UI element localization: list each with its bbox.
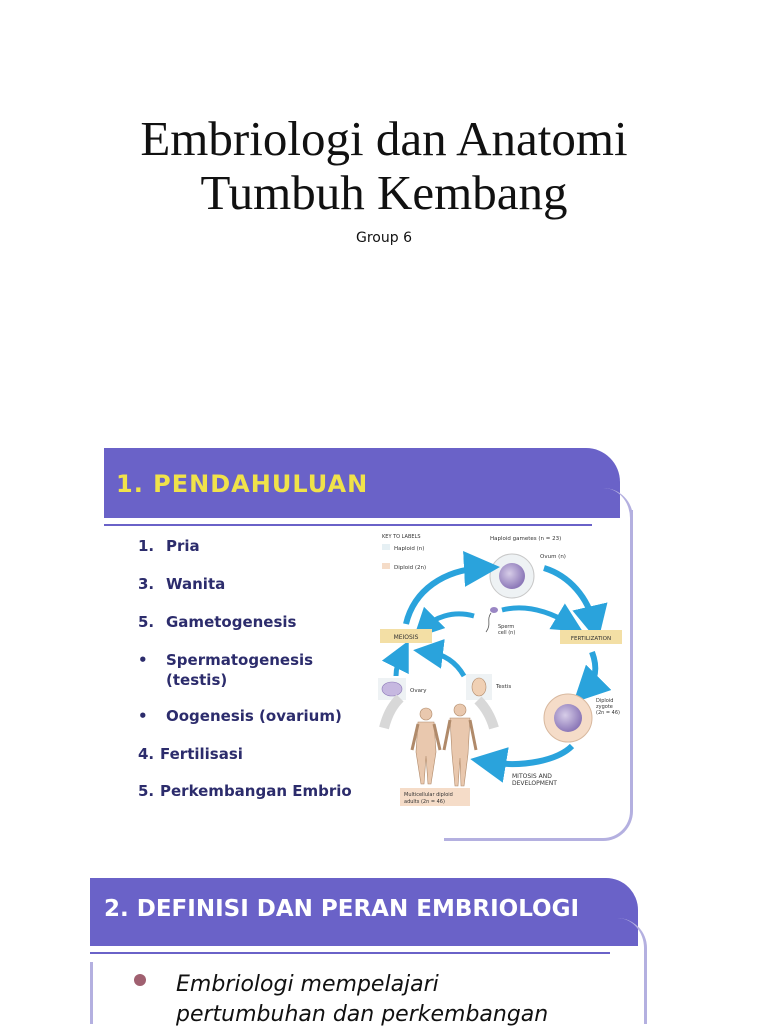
list-item-text: Perkembangan Embrio	[160, 782, 352, 800]
list-item-marker: •	[138, 651, 148, 669]
male-figure	[444, 704, 476, 786]
list-item-text: Wanita	[166, 575, 226, 593]
key-haploid: Haploid (n)	[394, 546, 425, 552]
gray-arrow-male	[478, 700, 494, 728]
arrow-zygote-to-adults	[488, 746, 572, 764]
mitosis-label-1: MITOSIS AND	[512, 773, 552, 780]
list-item-text-continued: (testis)	[166, 671, 228, 689]
adults-label-2: adults (2n = 46)	[404, 799, 445, 805]
list-item-marker: 5.	[138, 782, 155, 800]
slide2-line-2: pertumbuhan dan perkembangan	[176, 1002, 549, 1027]
arrow-sperm-to-fertilization	[502, 608, 570, 624]
zygote-label-1: Diploid	[596, 698, 614, 704]
slide2-frame-right	[610, 918, 647, 1024]
bullet-icon	[134, 974, 146, 986]
list-item	[138, 612, 296, 632]
list-item	[138, 574, 225, 594]
ovary-icon	[382, 682, 402, 696]
slide2-body-text	[176, 970, 548, 1030]
list-item-text: Pria	[166, 537, 200, 555]
list-item-marker: •	[138, 707, 148, 725]
mitosis-label-2: DEVELOPMENT	[512, 780, 557, 787]
list-item-marker: 3.	[138, 575, 155, 593]
key-haploid-swatch	[382, 544, 390, 550]
zygote-label-3: (2n = 46)	[596, 710, 620, 716]
ovary-label: Ovary	[410, 688, 427, 694]
slide2-frame-left	[90, 962, 101, 1024]
key-diploid-swatch	[382, 563, 390, 569]
arrow-ovary-to-meiosis	[396, 654, 402, 676]
sperm-cell-head	[490, 607, 498, 613]
list-item	[138, 650, 313, 690]
title-line-2: Tumbuh Kembang	[200, 165, 568, 220]
slide-definisi	[90, 878, 650, 1027]
slide2-header-bar	[90, 878, 638, 946]
list-item-text: Gametogenesis	[166, 613, 297, 631]
arrow-fertilization-to-zygote	[586, 652, 595, 690]
testis-label: Testis	[496, 684, 512, 690]
sperm-cell-tail	[486, 613, 491, 632]
key-diploid: Diploid (2n)	[394, 565, 427, 571]
slide2-line-1: Embriologi mempelajari	[176, 972, 439, 997]
slide1-header-bar	[104, 448, 620, 518]
list-item-marker: 1.	[138, 537, 155, 555]
list-item-marker: 4.	[138, 745, 155, 763]
meiosis-label: MEIOSIS	[393, 634, 419, 641]
list-item	[138, 706, 342, 726]
list-item	[138, 744, 243, 764]
fertilization-label: FERTILIZATION	[570, 636, 612, 642]
zygote-label-2: zygote	[596, 704, 613, 710]
list-item-marker: 5.	[138, 613, 155, 631]
adults-label-1: Multicellular diploid	[404, 792, 453, 798]
zygote-nucleus	[554, 704, 582, 732]
list-item-text: Spermatogenesis	[166, 651, 314, 669]
slide-pendahuluan	[104, 448, 634, 838]
testis-icon	[472, 678, 486, 696]
sperm-label-1: Sperm	[498, 624, 515, 630]
gray-arrow-female	[384, 698, 400, 728]
key-title: KEY TO LABELS	[382, 534, 421, 540]
ovum-nucleus	[499, 563, 525, 589]
slide2-header-title: 2. DEFINISI DAN PERAN EMBRIOLOGI	[104, 896, 580, 922]
slide2-underline	[90, 952, 610, 954]
female-figure	[412, 708, 440, 784]
slide1-header-title: 1. PENDAHULUAN	[116, 470, 369, 498]
life-cycle-diagram	[374, 528, 624, 838]
list-item-text: Fertilisasi	[160, 745, 243, 763]
arrow-meiosis-to-sperm	[424, 614, 474, 628]
subtitle: Group 6	[356, 230, 412, 246]
page-title	[0, 112, 768, 220]
list-item	[138, 781, 352, 801]
sperm-label-2: cell (n)	[498, 630, 516, 636]
title-line-1: Embriologi dan Anatomi	[140, 111, 628, 166]
arrow-testis-to-meiosis	[428, 652, 464, 676]
ovum-label: Ovum (n)	[540, 554, 566, 560]
haploid-gametes-label: Haploid gametes (n = 23)	[490, 536, 562, 542]
list-item-text: Oogenesis (ovarium)	[166, 707, 342, 725]
list-item	[138, 536, 200, 556]
